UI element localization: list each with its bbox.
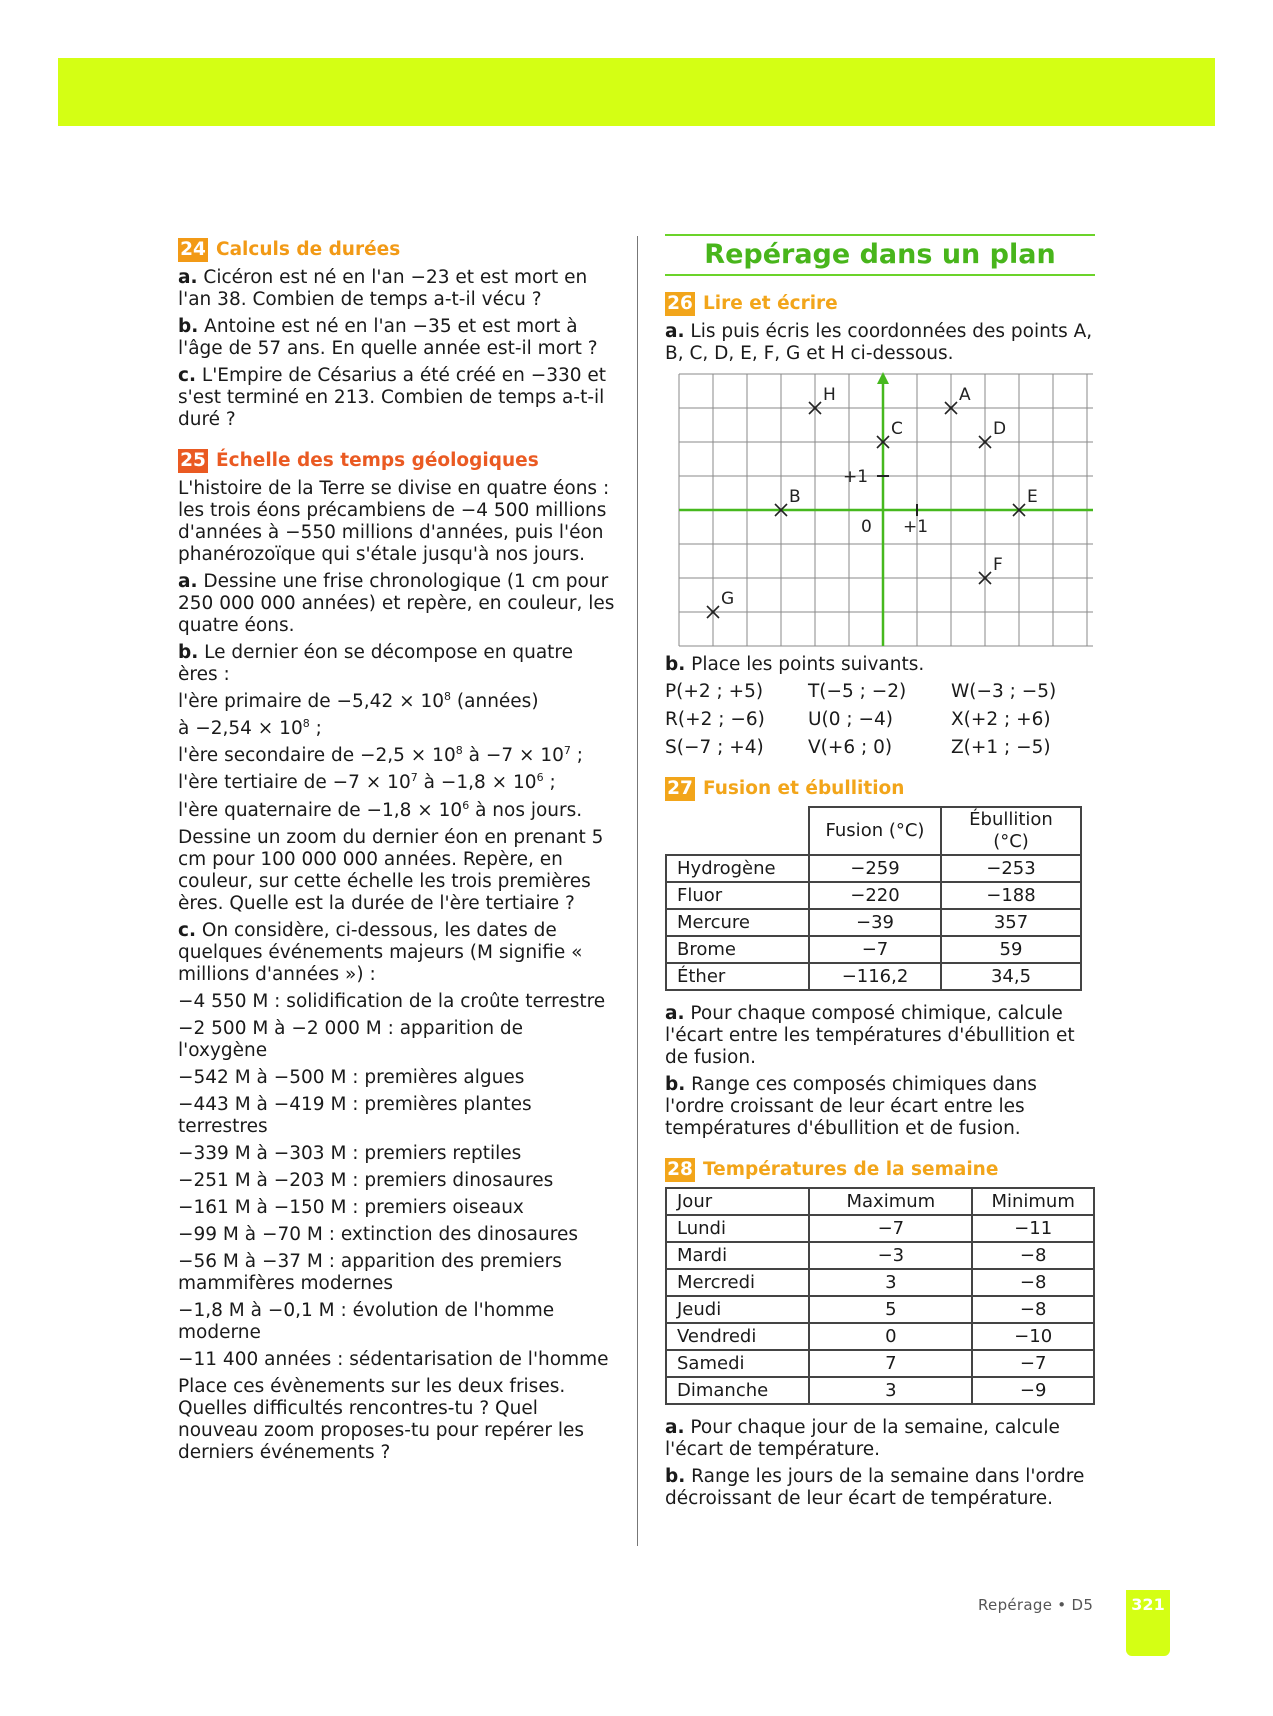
point-item: X(+2 ; +6) <box>951 709 1051 730</box>
question-label: c. <box>178 365 196 386</box>
point-b-label: B <box>789 487 801 507</box>
exercise-27-header <box>665 777 1095 801</box>
origin-label: 0 <box>861 517 872 537</box>
era-line: à $-2,54 \times 10^8$ ; <box>178 717 322 740</box>
table-cell: 3 <box>809 1377 972 1404</box>
table-cell: −9 <box>972 1377 1094 1404</box>
question-a <box>665 1003 1095 1069</box>
fusion-ebullition-table <box>665 806 1082 991</box>
question-label: b. <box>665 1074 686 1095</box>
top-color-band <box>58 58 1215 126</box>
table-cell: 5 <box>809 1296 972 1323</box>
table-header-cell: Maximum <box>809 1188 972 1215</box>
table-cell: −11 <box>972 1215 1094 1242</box>
point-item: S(−7 ; +4) <box>665 737 764 758</box>
table-cell: Mardi <box>666 1242 809 1269</box>
table-cell: −188 <box>941 882 1081 909</box>
table-cell: Dimanche <box>666 1377 809 1404</box>
table-cell: −116,2 <box>809 963 941 990</box>
question-b-intro: b. Le dernier éon se décompose en quatre ères : <box>178 642 573 685</box>
question-text: On considère, ci-dessous, les dates de quelques événements majeurs (M signifie « millions d'années ») : <box>178 919 583 985</box>
table-cell: Éther <box>666 963 809 990</box>
question-text: Pour chaque jour de la semaine, calcule l'écart de température. <box>665 1417 1060 1460</box>
table-cell: Fluor <box>666 882 809 909</box>
points-list <box>665 681 1095 759</box>
table-cell: Mercredi <box>666 1269 809 1296</box>
table-cell: 59 <box>941 936 1081 963</box>
table-cell: −259 <box>809 855 941 882</box>
question-text: Pour chaque composé chimique, calcule l'écart entre les températures d'ébullition et de fusion. <box>665 1003 1075 1068</box>
table-row <box>666 1350 1094 1377</box>
table-row <box>666 855 1081 882</box>
table-row <box>666 1377 1094 1404</box>
coordinate-plane <box>673 370 1093 652</box>
table-row <box>666 1323 1094 1350</box>
chapter-footer: Repérage • D5 <box>978 1596 1094 1614</box>
question-c <box>178 920 618 986</box>
point-g-label: G <box>721 589 735 609</box>
intro-text: L'histoire de la Terre se divise en quatre éons : les trois éons précambiens de −4 500 millions d'années à −550 millions d'années, puis l'éon phanérozoïque qui s'étale jusqu'à nos jours. <box>178 478 610 565</box>
question-a <box>665 1417 1095 1461</box>
question-c <box>178 365 618 431</box>
question-b <box>178 642 618 822</box>
table-row <box>666 963 1081 990</box>
exercise-25 <box>178 449 618 1464</box>
exercise-27 <box>665 777 1095 1140</box>
point-item: U(0 ; −4) <box>808 709 894 730</box>
era-line: l'ère quaternaire de $-1,8 \times 10^6$ à nos jours. <box>178 798 583 821</box>
point-item: Z(+1 ; −5) <box>951 737 1051 758</box>
table-cell: 0 <box>809 1323 972 1350</box>
exercise-24-header <box>178 238 618 262</box>
table-header-cell: Fusion (°C) <box>809 807 941 855</box>
table-row <box>666 1296 1094 1323</box>
point-item: R(+2 ; −6) <box>665 709 765 730</box>
table-cell: −253 <box>941 855 1081 882</box>
point-item: T(−5 ; −2) <box>808 681 907 702</box>
exercise-26-header <box>665 292 1095 316</box>
point-item: P(+2 ; +5) <box>665 681 764 702</box>
event-item: −56 M à −37 M : apparition des premiers mammifères modernes <box>178 1250 562 1294</box>
question-text: Dessine une frise chronologique (1 cm pour 250 000 000 années) et repère, en couleur, les quatre éons. <box>178 571 615 636</box>
question-label: b. <box>665 654 686 675</box>
table-header-cell: Jour <box>666 1188 809 1215</box>
exercise-number: 26 <box>665 292 695 316</box>
event-item: −443 M à −419 M : premières plantes terrestres <box>178 1093 532 1137</box>
event-item: −11 400 années : sédentarisation de l'homme <box>178 1348 609 1370</box>
exercise-number: 28 <box>665 1158 695 1182</box>
table-cell: −39 <box>809 909 941 936</box>
column-divider <box>637 236 638 1546</box>
era-line: l'ère tertiaire de $-7 \times 10^7$ à $-1,8 \times 10^6$ ; <box>178 771 556 794</box>
table-cell: Hydrogène <box>666 855 809 882</box>
question-label: a. <box>178 571 198 592</box>
event-item: −161 M à −150 M : premiers oiseaux <box>178 1196 524 1218</box>
exercise-title: Fusion et ébullition <box>703 778 905 799</box>
question-b <box>178 316 618 360</box>
table-header-row <box>666 807 1081 855</box>
point-d-label: D <box>993 419 1007 439</box>
event-item: −339 M à −303 M : premiers reptiles <box>178 1142 522 1164</box>
question-text: L'Empire de Césarius a été créé en −330 et s'est terminé en 213. Combien de temps a-t-il duré ? <box>178 365 607 430</box>
question-text: Range les jours de la semaine dans l'ordre décroissant de leur écart de température. <box>665 1466 1085 1509</box>
table-header-row <box>666 1188 1094 1215</box>
exercise-title: Échelle des temps géologiques <box>216 450 539 471</box>
table-cell: −3 <box>809 1242 972 1269</box>
page-number-tab <box>1126 1590 1170 1656</box>
point-f-label: F <box>993 555 1003 575</box>
exercise-24 <box>178 238 618 431</box>
question-text: Place les points suivants. <box>691 654 925 675</box>
coordinate-grid <box>673 370 1093 652</box>
page-number: 321 <box>1131 1595 1165 1614</box>
event-item: −2 500 M à −2 000 M : apparition de l'oxygène <box>178 1017 524 1061</box>
table-cell: −7 <box>809 936 941 963</box>
question-label: b. <box>665 1466 686 1487</box>
exercise-28-header <box>665 1158 1095 1182</box>
exercise-28 <box>665 1158 1095 1510</box>
table-cell: Mercure <box>666 909 809 936</box>
table-cell: Vendredi <box>666 1323 809 1350</box>
question-label: a. <box>178 267 198 288</box>
table-cell: Brome <box>666 936 809 963</box>
table-cell: −7 <box>809 1215 972 1242</box>
event-item: −542 M à −500 M : premières algues <box>178 1066 525 1088</box>
table-cell: −8 <box>972 1242 1094 1269</box>
point-a-label: A <box>959 385 971 405</box>
point-item: V(+6 ; 0) <box>808 737 893 758</box>
point-item: W(−3 ; −5) <box>951 681 1057 702</box>
table-row <box>666 909 1081 936</box>
event-item: −251 M à −203 M : premiers dinosaures <box>178 1169 554 1191</box>
exercise-26 <box>665 292 1095 759</box>
point-e-label: E <box>1027 487 1038 507</box>
table-row <box>666 1269 1094 1296</box>
question-b <box>665 1074 1095 1140</box>
question-text: Cicéron est né en l'an −23 et est mort en l'an 38. Combien de temps a-t-il vécu ? <box>178 267 588 310</box>
event-item: −1,8 M à −0,1 M : évolution de l'homme moderne <box>178 1299 555 1343</box>
question-label: b. <box>178 316 199 337</box>
exercise-number: 24 <box>178 238 208 262</box>
table-cell: −220 <box>809 882 941 909</box>
exercise-25-header <box>178 449 618 473</box>
era-line: l'ère secondaire de $-2,5 \times 10^8$ à $-7 \times 10^7$ ; <box>178 744 584 767</box>
exercise-number: 25 <box>178 449 208 473</box>
table-header-cell <box>666 807 809 855</box>
table-row <box>666 1242 1094 1269</box>
table-cell: −8 <box>972 1296 1094 1323</box>
event-item: −4 550 M : solidification de la croûte terrestre <box>178 990 606 1012</box>
question-label: b. <box>178 642 199 663</box>
temperatures-table <box>665 1187 1095 1405</box>
question-label: c. <box>178 919 196 941</box>
table-row <box>666 936 1081 963</box>
question-text: Range ces composés chimiques dans l'ordre croissant de leur écart entre les températures d'ébullition et de fusion. <box>665 1074 1037 1139</box>
exercise-number: 27 <box>665 777 695 801</box>
table-cell: 7 <box>809 1350 972 1377</box>
question-label: a. <box>665 1003 685 1024</box>
exercise-title: Calculs de durées <box>216 239 401 260</box>
table-row <box>666 882 1081 909</box>
question-label: a. <box>665 1417 685 1438</box>
table-header-cell: Minimum <box>972 1188 1094 1215</box>
table-cell: 3 <box>809 1269 972 1296</box>
table-cell: Jeudi <box>666 1296 809 1323</box>
table-cell: −7 <box>972 1350 1094 1377</box>
question-label: a. <box>665 321 685 342</box>
x-unit-label: +1 <box>903 517 929 537</box>
question-b <box>665 1466 1095 1510</box>
table-header-cell: Ébullition (°C) <box>941 807 1081 855</box>
point-c-label: C <box>891 419 903 439</box>
table-row <box>666 1215 1094 1242</box>
table-cell: 357 <box>941 909 1081 936</box>
right-column <box>665 234 1095 1528</box>
exercise-title: Températures de la semaine <box>703 1159 999 1180</box>
exercise-title: Lire et écrire <box>703 293 838 314</box>
closing-text: Place ces évènements sur les deux frises. Quelles difficultés rencontres-tu ? Quel nouveau zoom proposes-tu pour repérer les derniers événements ? <box>178 1375 585 1463</box>
question-a <box>665 321 1095 365</box>
y-unit-label: +1 <box>843 467 869 487</box>
question-a <box>178 267 618 311</box>
table-cell: Lundi <box>666 1215 809 1242</box>
event-item: −99 M à −70 M : extinction des dinosaures <box>178 1223 578 1245</box>
question-b-text2: Dessine un zoom du dernier éon en prenant 5 cm pour 100 000 000 années. Repère, en couleur, sur cette échelle les trois premières ères. Quelle est la durée de l'ère tertiaire ? <box>178 826 604 914</box>
question-text: Antoine est né en l'an −35 et est mort à l'âge de 57 ans. En quelle année est-il mort ? <box>178 316 598 359</box>
table-cell: −8 <box>972 1269 1094 1296</box>
table-cell: −10 <box>972 1323 1094 1350</box>
table-cell: 34,5 <box>941 963 1081 990</box>
point-h-label: H <box>823 385 836 405</box>
question-b <box>665 654 1095 676</box>
era-line: l'ère primaire de $-5,42 \times 10^8$ (années) <box>178 690 539 713</box>
left-column <box>178 238 618 1482</box>
question-a <box>178 571 618 637</box>
table-cell: Samedi <box>666 1350 809 1377</box>
section-title: Repérage dans un plan <box>665 234 1095 276</box>
question-text: Lis puis écris les coordonnées des points A, B, C, D, E, F, G et H ci-dessous. <box>665 321 1093 364</box>
